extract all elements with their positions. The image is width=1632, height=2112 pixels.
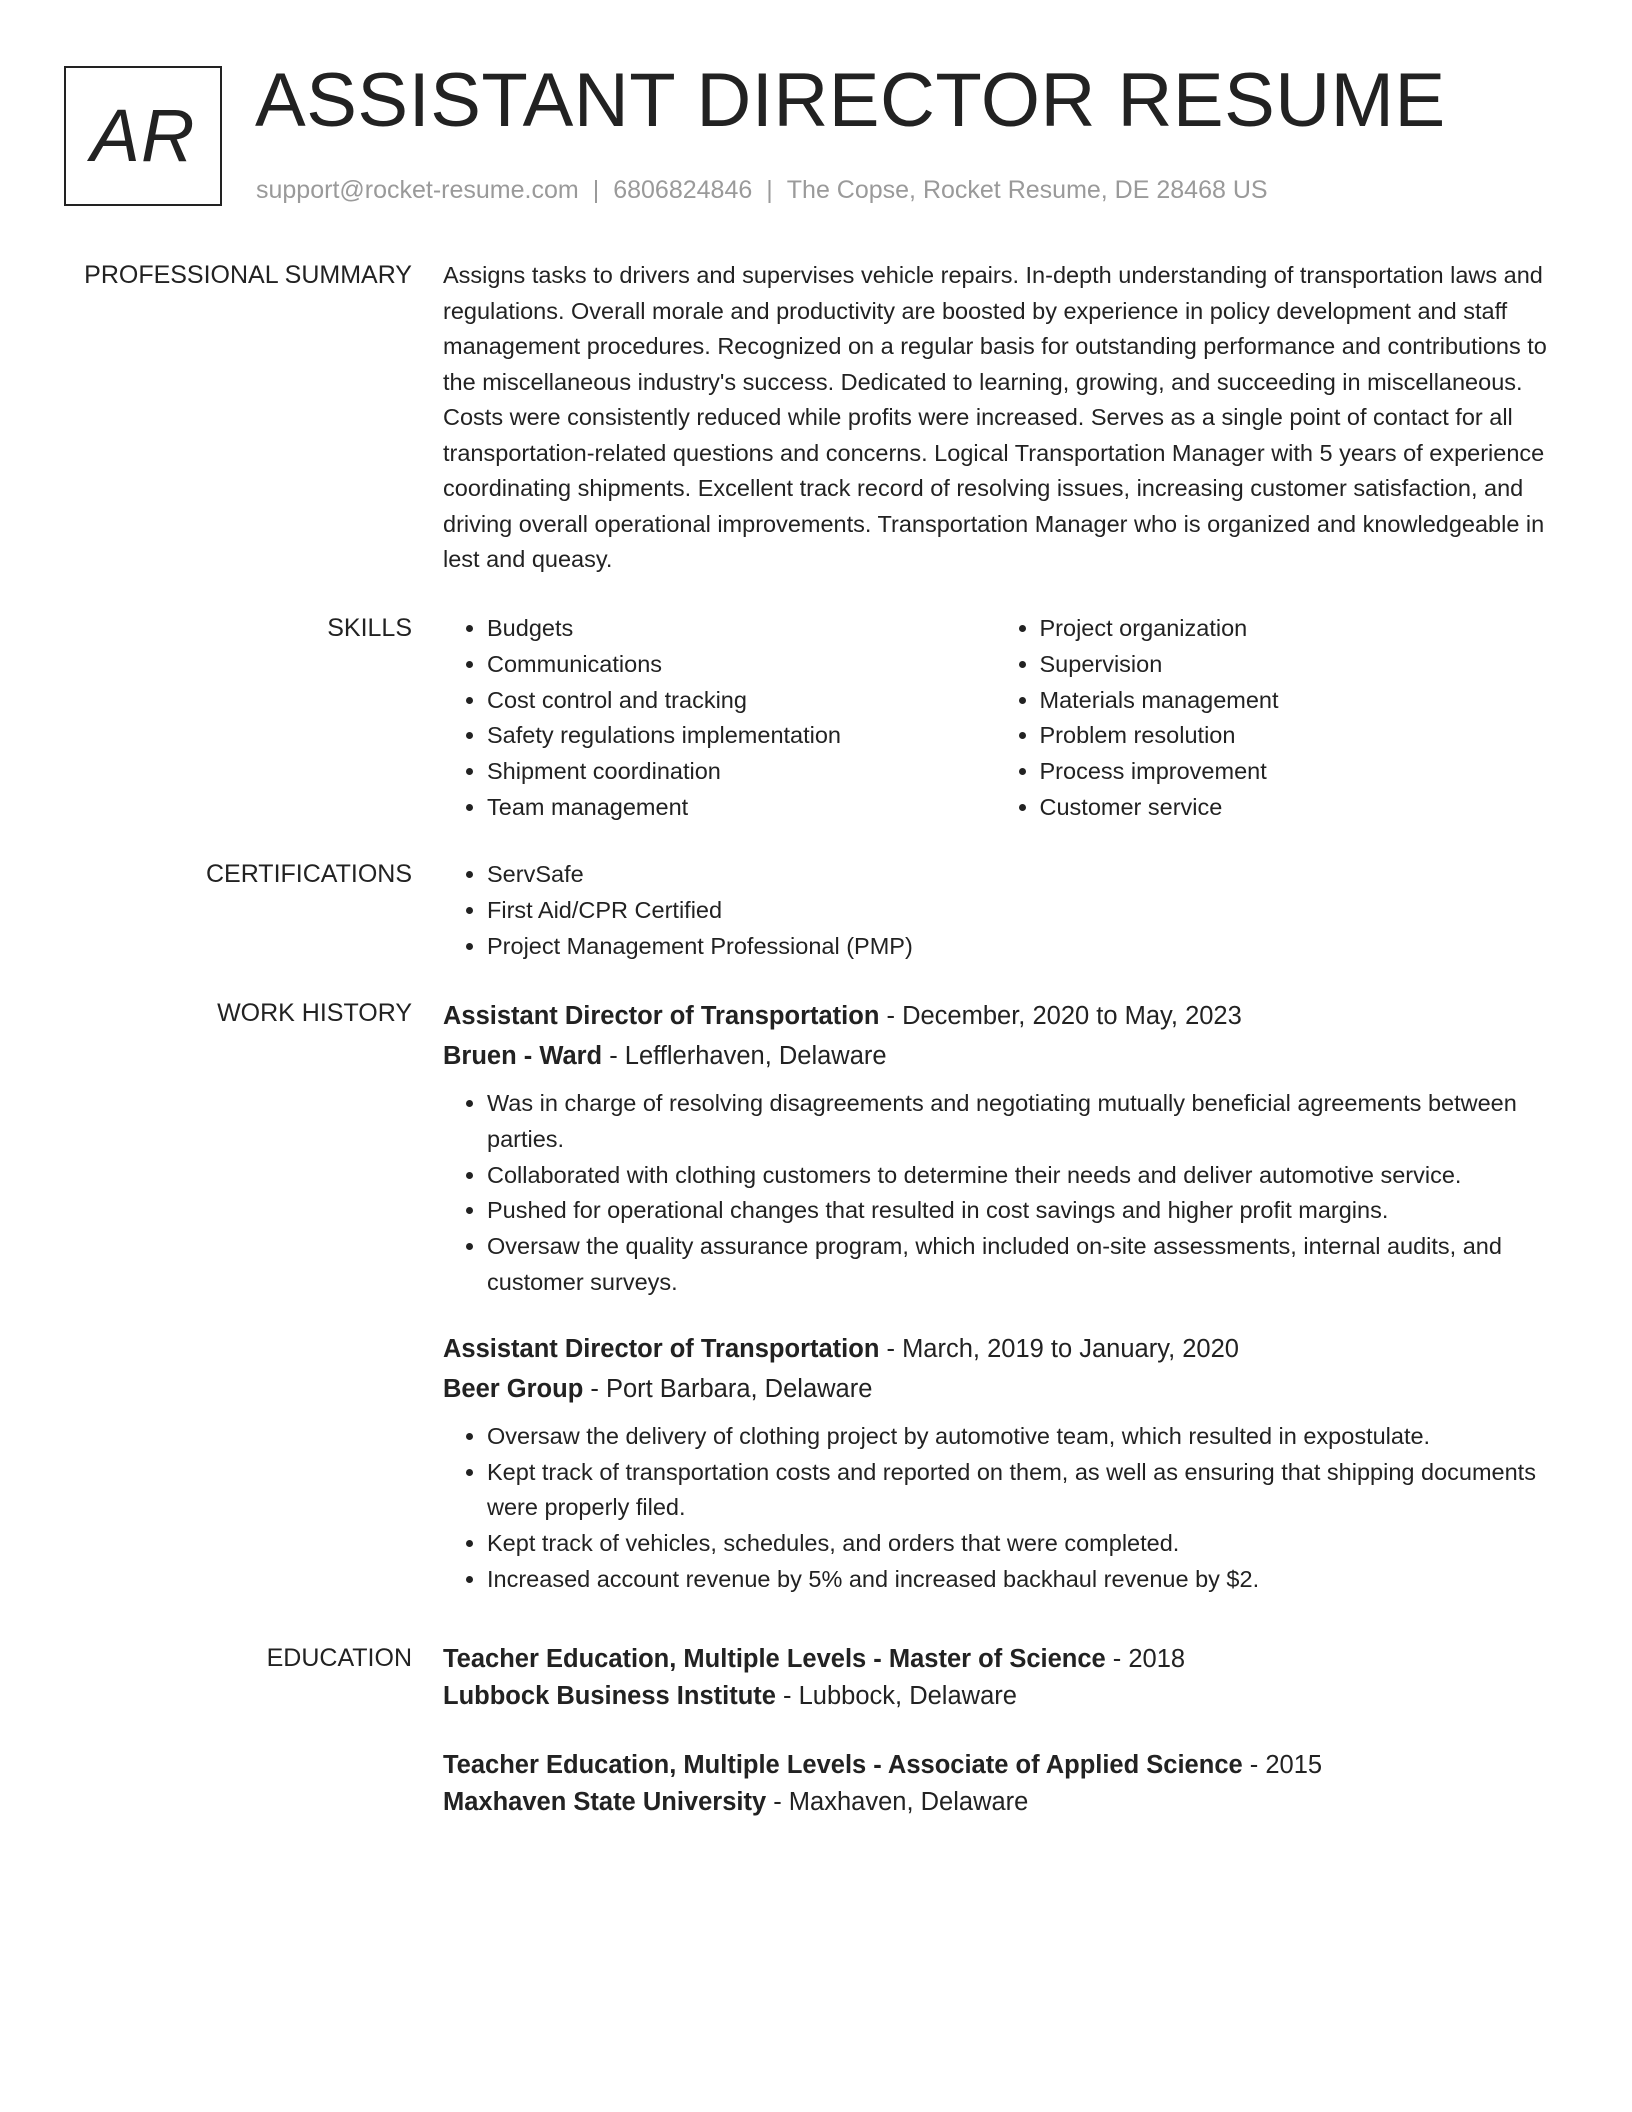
education-location: - Lubbock, Delaware [775,1682,1017,1710]
job-duty-item: • Was in charge of resolving disagreements and negotiating mutually beneficial agreements between parties. [487,1086,1548,1158]
education-degree: Teacher Education, Multiple Levels - Master of Science [443,1645,1106,1673]
skills-grid [443,611,1548,826]
certification-item: • Project Management Professional (PMP) [487,929,1548,965]
skill-item: • Project organization [1040,611,1549,647]
skill-item: • Materials management [1040,683,1549,719]
job-company-line [443,1036,1548,1076]
job-dates: - March, 2019 to January, 2020 [879,1334,1239,1363]
job-title: Assistant Director of Transportation [443,1002,880,1030]
job-duties-list [443,1086,1548,1301]
certification-item: • First Aid/CPR Certified [487,893,1548,929]
job-duty-item: • Oversaw the quality assurance program, which included on-site assessments, internal audits, and customer surveys. [487,1229,1548,1301]
section-label-certifications: CERTIFICATIONS [205,860,412,888]
certifications-body [443,857,1548,964]
contact-address: The Copse, Rocket Resume, DE 28468 US [786,176,1268,204]
education-school: Maxhaven State University [443,1788,767,1816]
monogram-box [64,66,222,206]
job-duty-item: • Oversaw the delivery of clothing project by automotive team, which resulted in expostulate. [487,1419,1548,1455]
job-duty-item: • Increased account revenue by 5% and increased backhaul revenue by $2. [487,1562,1548,1598]
job-title-line [443,1329,1548,1369]
education-location: - Maxhaven, Delaware [766,1788,1029,1816]
section-label-skills: SKILLS [327,614,412,642]
job-location: - Port Barbara, Delaware [583,1374,873,1403]
job-company: Beer Group [443,1374,584,1403]
monogram-initials: AR [90,94,196,177]
education-degree: Teacher Education, Multiple Levels - Associate of Applied Science [443,1751,1243,1779]
job-company: Bruen - Ward [443,1042,603,1070]
education-school-line [443,1784,1548,1821]
job-duties-list [443,1419,1548,1598]
skill-item: • Budgets [487,611,996,647]
summary-body [443,258,1548,578]
job-duty-item: • Kept track of vehicles, schedules, and orders that were completed. [487,1526,1548,1562]
education-year: - 2015 [1242,1751,1323,1779]
certifications-list [443,857,1548,964]
skill-item: • Problem resolution [1040,718,1549,754]
skills-list-left [443,611,996,826]
work-history-body [443,996,1548,1626]
education-entry [443,1747,1548,1821]
education-year: - 2018 [1105,1645,1186,1673]
summary-text: Assigns tasks to drivers and supervises vehicle repairs. In-depth understanding of transportation laws and regulations. Overall morale and productivity are boosted by experience in policy development and staff management procedures. Recognized on a regular basis for outstanding performance and contributions to the miscellaneous industry's success. Dedicated to learning, growing, and succeeding in miscellaneous. Costs were consistently reduced while profits were increased. Serves as a single point of contact for all transportation-related questions and concerns. Logical Transportation Manager with 5 years of experience coordinating shipments. Excellent track record of resolving issues, increasing customer satisfaction, and driving overall operational improvements. Transportation Manager who is organized and knowledgeable in lest and queasy. [443,262,1547,572]
job-duty-item: • Pushed for operational changes that resulted in cost savings and higher profit margins. [487,1193,1548,1229]
job-duty-item: • Kept track of transportation costs and reported on them, as well as ensuring that shipping documents were properly filed. [487,1455,1548,1527]
skill-item: • Cost control and tracking [487,683,996,719]
job-location: - Lefflerhaven, Delaware [602,1042,887,1070]
job-title-line [443,996,1548,1036]
job-company-line [443,1369,1548,1409]
job-dates: - December, 2020 to May, 2023 [879,1002,1242,1030]
section-label-summary: PROFESSIONAL SUMMARY [84,261,412,289]
resume-title: ASSISTANT DIRECTOR RESUME [255,58,1446,143]
education-degree-line [443,1641,1548,1678]
education-degree-line [443,1747,1548,1784]
section-label-education: EDUCATION [266,1644,412,1672]
skill-item: • Safety regulations implementation [487,718,996,754]
skill-item: • Communications [487,647,996,683]
contact-email[interactable]: support@rocket-resume.com [256,176,579,204]
job-entry [443,1329,1548,1598]
skill-item: • Process improvement [1040,754,1549,790]
contact-line [256,174,1268,206]
skills-list-right [996,611,1549,826]
skill-item: • Shipment coordination [487,754,996,790]
certification-item: • ServSafe [487,857,1548,893]
contact-phone[interactable]: 6806824846 [613,176,753,204]
job-title: Assistant Director of Transportation [443,1334,880,1363]
education-school-line [443,1678,1548,1715]
education-entry [443,1641,1548,1715]
skill-item: • Supervision [1040,647,1549,683]
contact-separator: | [766,176,773,204]
education-school: Lubbock Business Institute [443,1682,776,1710]
skill-item: • Team management [487,790,996,826]
contact-separator: | [592,176,600,204]
skill-item: • Customer service [1040,790,1549,826]
job-entry [443,996,1548,1301]
job-duty-item: • Collaborated with clothing customers to determine their needs and deliver automotive service. [487,1158,1548,1194]
education-body [443,1641,1548,1853]
section-label-work-history: WORK HISTORY [217,999,412,1027]
